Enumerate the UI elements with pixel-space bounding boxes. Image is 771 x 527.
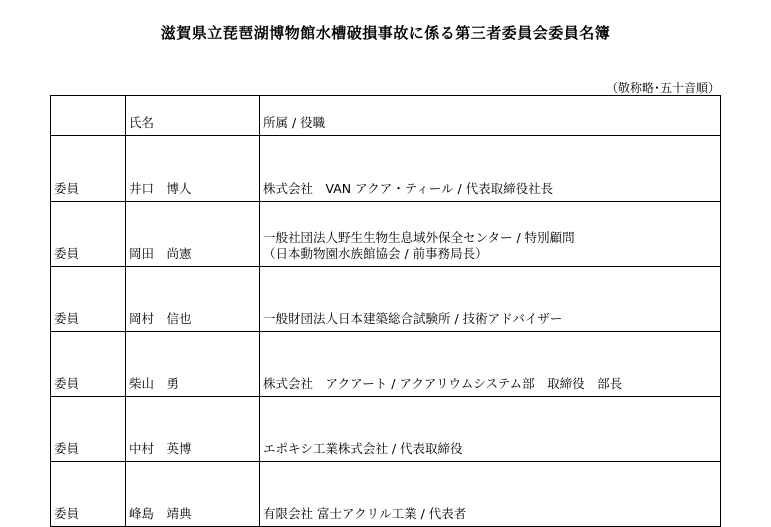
member-name: 中村 英博	[126, 397, 260, 462]
table-row	[51, 462, 721, 527]
header-name: 氏名	[126, 96, 260, 136]
member-role: 委員	[51, 136, 126, 202]
member-role: 委員	[51, 462, 126, 527]
affiliation-line: 一般社団法人野生生物生息域外保全センター / 特別顧問	[263, 230, 575, 245]
member-name: 柴山 勇	[126, 332, 260, 397]
table-row	[51, 332, 721, 397]
member-role: 委員	[51, 267, 126, 332]
member-role: 委員	[51, 332, 126, 397]
committee-roster-table	[50, 95, 721, 527]
affiliation-line: 一般財団法人日本建築総合試験所 / 技術アドバイザー	[263, 311, 563, 326]
affiliation-line: 株式会社 アクアート / アクアリウムシステム部 取締役 部長	[263, 376, 623, 391]
member-name: 岡村 信也	[126, 267, 260, 332]
member-affiliation	[260, 267, 721, 332]
member-affiliation	[260, 462, 721, 527]
member-affiliation	[260, 136, 721, 202]
table-row	[51, 397, 721, 462]
table-row	[51, 136, 721, 202]
member-role: 委員	[51, 397, 126, 462]
document-title: 滋賀県立琵琶湖博物館水槽破損事故に係る第三者委員会委員名簿	[160, 24, 611, 42]
member-name: 岡田 尚憲	[126, 202, 260, 267]
member-name: 井口 博人	[126, 136, 260, 202]
member-affiliation	[260, 202, 721, 267]
member-role: 委員	[51, 202, 126, 267]
affiliation-line: エポキシ工業株式会社 / 代表取締役	[263, 441, 463, 456]
member-affiliation	[260, 397, 721, 462]
table-row	[51, 267, 721, 332]
sort-note: （敬称略･五十音順）	[605, 81, 720, 95]
header-affiliation: 所属 / 役職	[260, 96, 721, 136]
member-name: 峰島 靖典	[126, 462, 260, 527]
table-row	[51, 202, 721, 267]
table-header-row	[51, 96, 721, 136]
affiliation-line: （日本動物園水族館協会 / 前事務局長）	[263, 246, 488, 261]
member-affiliation	[260, 332, 721, 397]
affiliation-line: 有限会社 富士アクリル工業 / 代表者	[263, 506, 467, 521]
affiliation-line: 株式会社 VAN アクア・ティール / 代表取締役社長	[263, 181, 554, 196]
header-role	[51, 96, 126, 136]
